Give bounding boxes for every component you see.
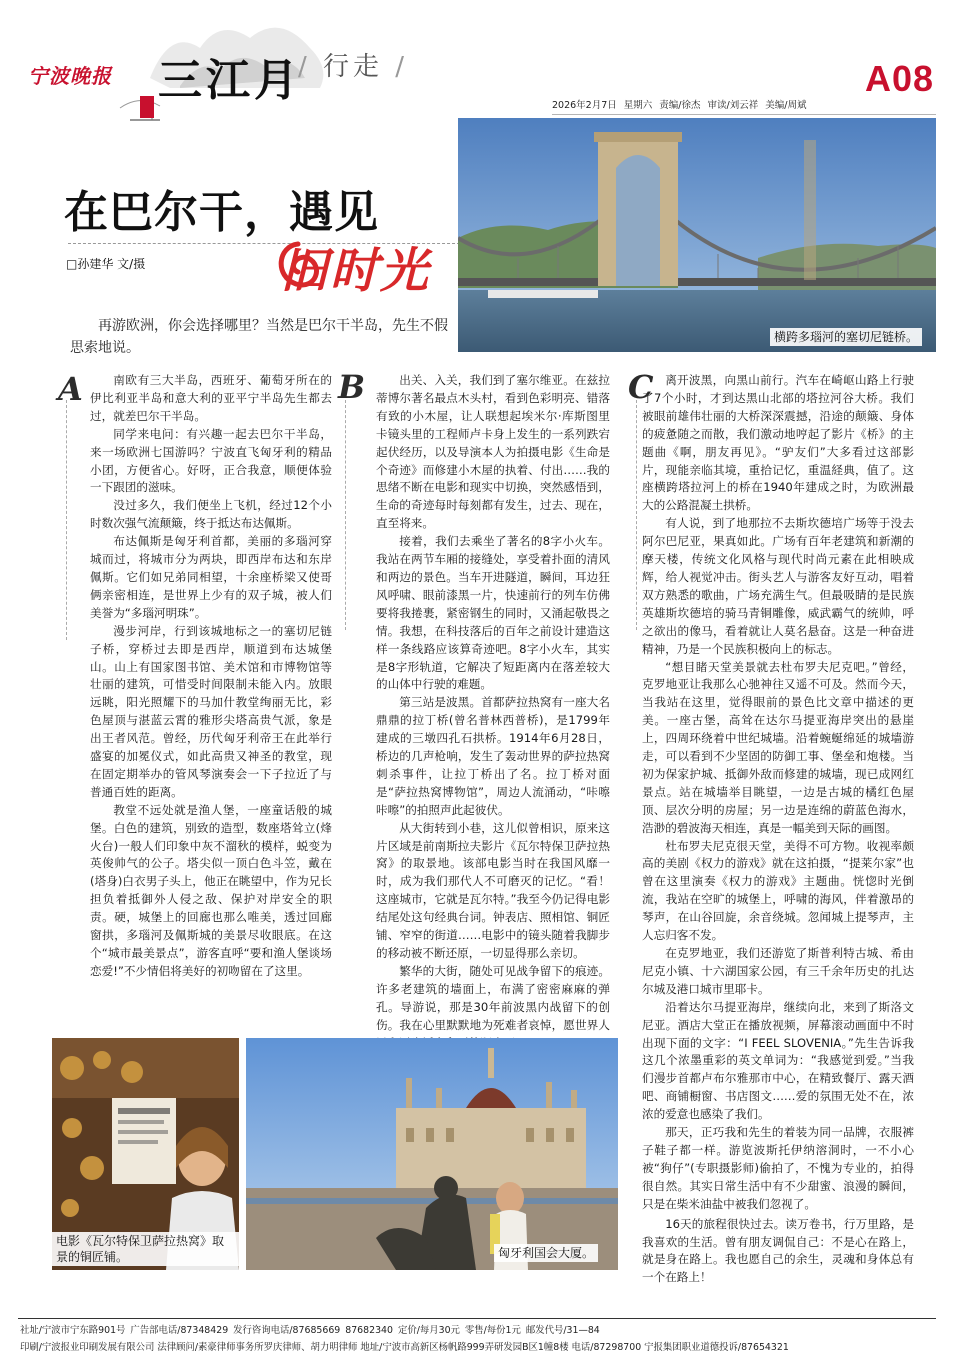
paragraph: “想目睹天堂美景就去杜布罗夫尼克吧。”曾经，克罗地亚让我那么心驰神往又遥不可及。然而今天，当我站在这里，觉得眼前的景色比文章中描述的更美。一座古堡，高耸在达尔马提亚海岸突出的悬崖上，四周环绕着中世纪城墙。沿着蜿蜒绵延的城墙游走，可以看到不少坚固的防御工事、堡垒和炮楼。当初为保家护城、抵御外敌而修建的城墙，现已成网红景点。站在城墙举目眺望，一边是古城的橘红色屋顶、层次分明的房屋；另一边是连绵的蔚蓝色海水，浩渺的碧波海天相连，真是一幅美到天际的画图。 — [642, 659, 914, 835]
paragraph: 南欧有三大半岛，西班牙、葡萄牙所在的伊比利亚半岛和意大利的亚平宁半岛先生都去过，就差巴尔干半岛。 — [90, 373, 332, 423]
section-letter-c: C — [628, 368, 654, 406]
article-column-c — [642, 372, 914, 1287]
column-divider — [66, 400, 67, 640]
article-column-a — [90, 372, 332, 981]
section-logo: 三江月 — [158, 55, 302, 106]
chain-bridge-photo — [458, 118, 936, 352]
parliament-photo — [246, 1038, 618, 1270]
page-number: A08 — [864, 58, 934, 99]
paper-logo: 宁波晚报 — [28, 64, 112, 88]
column-divider — [636, 400, 637, 630]
paragraph: 布达佩斯是匈牙利首都，美丽的多瑙河穿城而过，将城市分为两块，即西岸布达和东岸佩斯。它们如兄弟同相望，十余座桥梁又使哥俩亲密相连，是世界上少有的双子城，被人们美誉为“多瑙河明珠”。 — [90, 534, 332, 620]
column-tag: / 行走 / — [298, 52, 409, 82]
paragraph: 那天，正巧我和先生的着装为同一品牌，衣服裤子鞋子都一样。游览波斯托伊纳溶洞时，一不小心被“狗仔”(专职摄影师)偷拍了，不愧为专业的，拍得很自然。其实日常生活中有不少甜蜜、浪漫的瞬间，只是在柴米油盐中被我们忽视了。 — [642, 1125, 914, 1211]
closing-paragraph: 16天的旅程很快过去。读万卷书，行万里路，是我喜欢的生活。曾有朋友调侃自己：不是心在路上，就是身在路上。我也愿自己的余生，灵魂和身体总有一个在路上！ — [642, 1216, 914, 1285]
column-tag-label: 行走 — [323, 52, 384, 82]
parliament-illustration — [246, 1038, 618, 1270]
section-letter-b: B — [338, 368, 366, 406]
seal-stamp — [140, 96, 154, 118]
paragraph: 沿着达尔马提亚海岸，继续向北，来到了斯洛文尼亚。酒店大堂正在播放视频，屏幕滚动画面中不时出现下面的文字：“I FEEL SLOVENIA。”先生告诉我这几个浓墨重彩的英文单词为：“我感觉到爱。”当我们漫步首都卢布尔雅那市中心，在精致餐厅、露天酒吧、商铺橱窗、书店图文……爱的氛围无处不在，浓浓的爱意也感染了我们。 — [642, 999, 914, 1122]
bridge-caption: 横跨多瑙河的塞切尼链桥。 — [770, 328, 922, 346]
chain-bridge-illustration — [458, 118, 936, 352]
paragraph: 从大街转到小巷，这儿似曾相识，原来这片区域是前南斯拉夫影片《瓦尔特保卫萨拉热窝》的取景地。该部电影当时在我国风靡一时，成为我们那代人不可磨灭的记忆。“看！这座城市，它就是瓦尔特。”我至今仍记得电影结尾处这句经典台词。钟表店、照相馆、铜匠铺、窄窄的街道……电影中的镜头随着我脚步的移动被不断还原，一切显得那么亲切。 — [376, 820, 610, 960]
paragraph: 漫步河岸，行到该城地标之一的塞切尼链子桥，穿桥过去即是西岸，顺道到布达城堡山。山上有国家图书馆、美术馆和市博物馆等壮丽的建筑，可惜受时间限制未能入内。放眼远眺，阳光照耀下的马加什教堂绚丽无比，彩色屋顶与湛蓝云霄的雅形尖塔高贵气派，象是出王者风范。曾经，历代匈牙利帝王在此举行盛宴的加冕仪式，如此高贵又神圣的教堂，现在固定期举办的管风琴演奏会一下子拉近了与普通百姓的距离。 — [90, 623, 332, 799]
shop-caption: 电影《瓦尔特保卫萨拉热窝》取景的铜匠铺。 — [52, 1232, 239, 1266]
paragraph: 繁华的大街，随处可见战争留下的痕迹。许多老建筑的墙面上，布满了密密麻麻的弹孔。导游说，那是30年前波黑内战留下的创伤。我在心里默默地为死难者哀悼，愿世界人 — [376, 963, 610, 1032]
article-column-b — [376, 372, 610, 1052]
column-divider — [345, 400, 346, 630]
paragraph: 杜布罗夫尼克很天堂，美得不可方物。收视率颇高的美剧《权力的游戏》就在这拍摄，“提莱尔家”也曾在这里演奏《权力的游戏》主题曲。恍惚时光倒流，我站在空旷的城堡上，呼啸的海风，伴着激昂的琴声，在山谷回旋，余音绕城。忽闻城上提琴声，主人忘归客不发。 — [642, 838, 914, 943]
paragraph: 没过多久，我们便坐上飞机，经过12个小时数次强气流颠簸，终于抵达布达佩斯。 — [90, 498, 332, 531]
footer-rule — [18, 1318, 936, 1319]
header-rule — [552, 114, 936, 115]
paragraph: 接着，我们去乘坐了著名的8字小火车。我站在两节车厢的接缝处，享受着扑面的清风和两边的景色。当车开进隧道，瞬间，耳边狂风呼啸、眼前漆黑一片，快速前行的列车仿佛要将我捲裹，紧密钢生的同时，又涌起敬畏之情。我想，在科技落后的百年之前设计建造这样一条线路应该算奇迹吧。8字小火车，其实是8字形轨道，它解决了短距离内在落差较大的山体中行驶的难题。 — [376, 534, 610, 692]
paragraph: 离开波黑，向黑山前行。汽车在崎岖山路上行驶了7个小时，才到达黑山北部的塔拉河谷大桥。我们被眼前雄伟壮丽的大桥深深震撼，沿途的颠簸、身体的疲惫随之而散，我们激动地哼起了影片《桥》的主题曲《啊，朋友再见》。“驴友们”大多看过这部影片，现能亲临其境，重拾记忆，重温経典，值了。这座横跨塔拉河上的桥在1940年建成之时，为欧洲最大的公路混凝土拱桥。 — [642, 373, 914, 513]
paragraph: 同学来电问：有兴趣一起去巴尔干半岛，来一场欧洲七国游吗？宁波直飞匈牙利的精品小团，方便省心。好呀，正合我意，顺便体验一下跟团的滋味。 — [90, 426, 332, 495]
headline: 在巴尔干，遇见 — [64, 187, 379, 238]
paragraph: 在克罗地亚，我们还游览了斯普利特古城、希由尼克小镇、十六湖国家公园，有三千余年历史的扎达尔城及港口城市里耶卡。 — [642, 946, 914, 996]
issue-meta: 2026年2月7日 星期六 责编/徐杰 审读/刘云祥 美编/周斌 — [552, 100, 807, 111]
byline: □孙建华 文/摄 — [66, 257, 146, 271]
lead-paragraph: 再游欧洲，你会选择哪里？当然是巴尔干半岛，先生不假思索地说。 — [70, 318, 448, 356]
parliament-caption: 匈牙利国会大厦。 — [494, 1244, 598, 1262]
paragraph: 教堂不远处就是渔人堡，一座童话般的城堡。白色的建筑，别致的造型，数座塔耸立(烽火台)一般人们印象中灰不溜秋的模样，蜕变为英俊帅气的公子。塔尖似一顶白色斗笠，戴在(塔身)白衣男子头上，他正在眺望中，作为兄长担负着抵御外人侵之敌、保护对岸安全的职责。硬，城堡上的回廊也那么唯美，透过回廊窗拱，多瑙河及佩斯城的美景尽收眼底。在这个“城市最美景点”，游客直呼“要和渔人堡谈场恋爱!”不少情侣将美好的初吻留在了这里。 — [90, 802, 332, 978]
coppersmith-shop-photo — [52, 1038, 239, 1270]
section-letter-a: A — [58, 370, 83, 408]
footer-info-line-1: 社址/宁波市宁东路901号 广告部电话/87348429 发行咨询电话/87685669 87682340 定价/每月30元 零售/每份1元 邮发代号/31—84 — [20, 1325, 600, 1336]
footer-info-line-2: 印刷/宁波报业印刷发展有限公司 法律顾问/素豪律师事务所罗庆律师、胡力明律师 地址/宁波市高新区杨帆路999弄研发园B区1幢8楼 电话/87298700 宁报集团职业道德投诉/87654321 — [20, 1342, 789, 1353]
paragraph: 有人说，到了地那拉不去斯坎德培广场等于没去阿尔巴尼亚，果真如此。广场有百年老建筑和新潮的摩天楼，传统文化风格与现代时尚元素在此相映成辉，给人视觉冲击。街头艺人与游客友好互动，唱着双方熟悉的歌曲，广场充满生气。但最吸睛的是民族英雄斯坎德培的骑马青铜雕像，威武霸气的统帅，呼之欲出的像马，看着就让人莫名悬奋。这是一种奋进精神，乃是一个民族积极向上的标志。 — [642, 516, 914, 656]
headline-accent: 旧时光 — [280, 243, 431, 299]
paragraph: 出关、入关，我们到了塞尔维亚。在兹拉蒂博尔著名最点木头村，看到色彩明亮、错落有致的小木屋，让人联想起埃米尔·库斯图里卡镜头里的工程师卢卡身上发生的一系列跌宕起伏经历，以及导演本人为拍摄电影《生命是个奇迹》而修建小木屋的执着、付出……我的思绪不断在电影和现实中切换，突然感悟到，生命的奇迹每时每刻都有发生，过去、现在，直至将来。 — [376, 373, 610, 531]
paragraph: 第三站是波黑。首都萨拉热窝有一座大名鼎鼎的拉丁桥(曾名普林西普桥)，是1799年建成的三墩四孔石拱桥。1914年6月28日，桥边的几声枪响，发生了轰动世界的萨拉热窝刺杀事件，让拉丁桥出了名。拉丁桥对面是“萨拉热窝博物馆”，周边人流涌动，“咔嚓咔嚓”的拍照声此起彼伏。 — [376, 695, 610, 817]
